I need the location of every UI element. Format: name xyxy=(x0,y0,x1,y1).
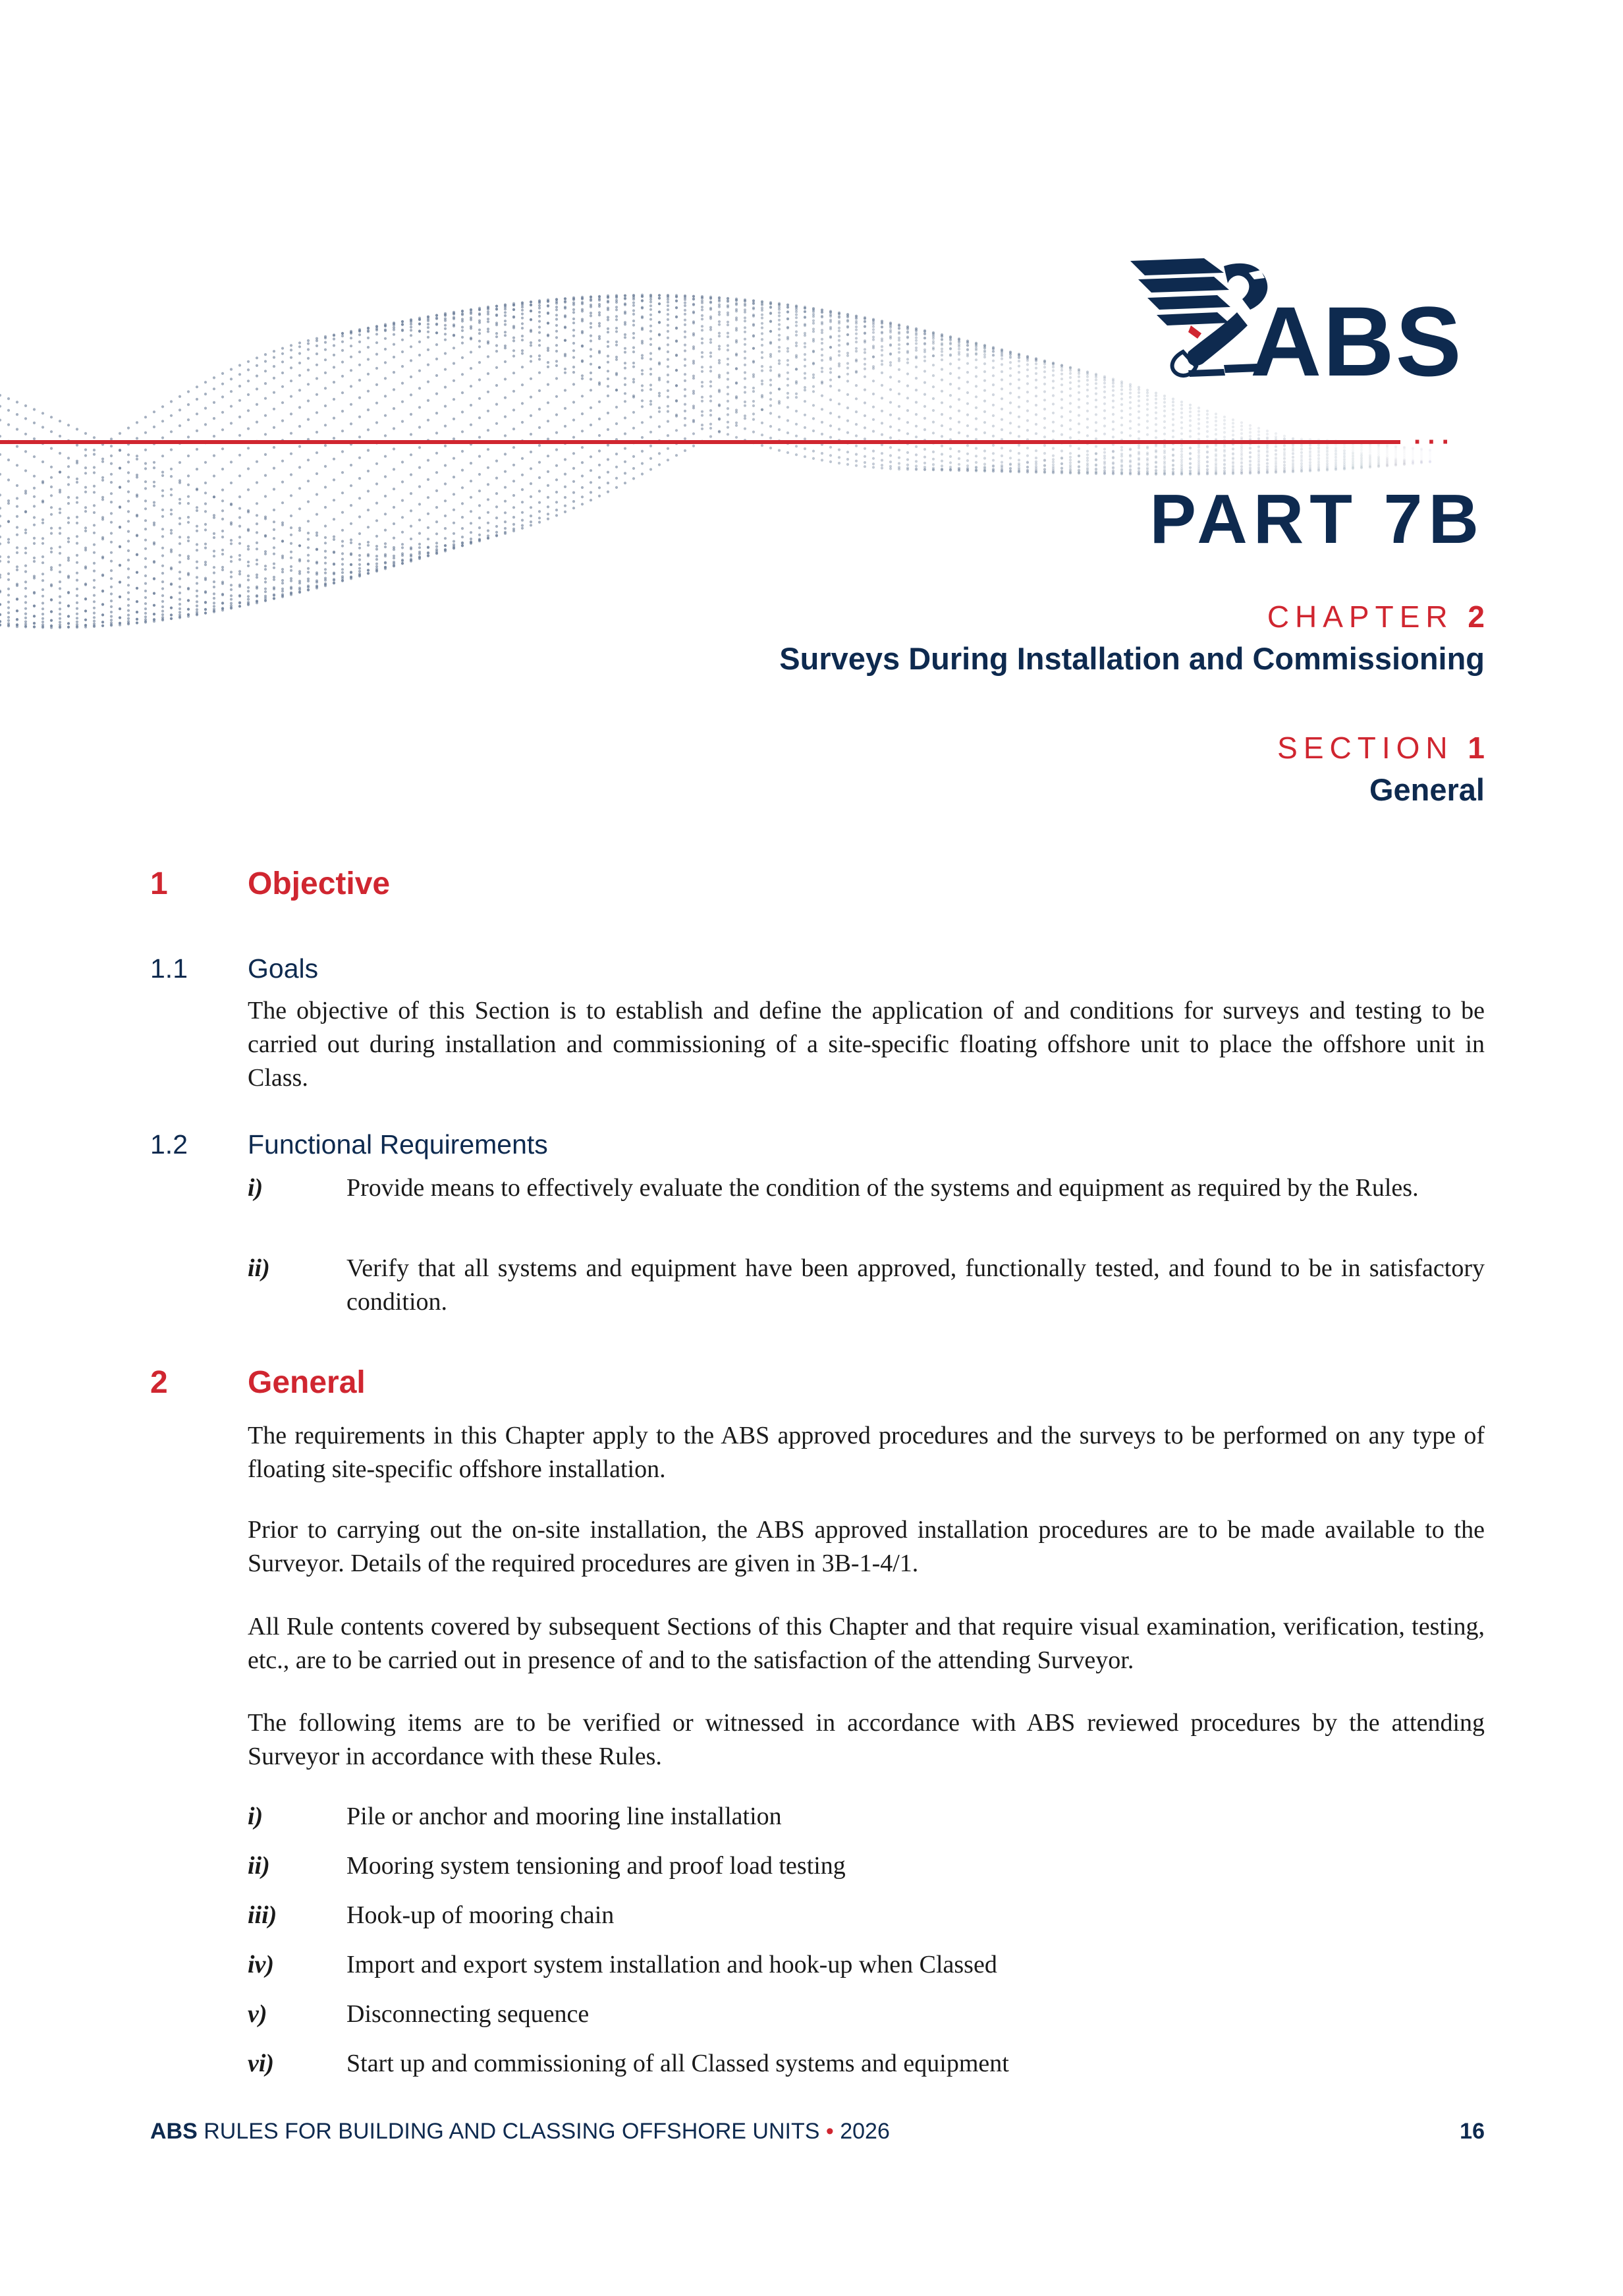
list-text: Mooring system tensioning and proof load testing xyxy=(346,1852,846,1880)
list-item xyxy=(248,1800,1485,1834)
general-paragraph-4: The following items are to be verified or witnessed in accordance with ABS reviewed procedures by the attending Surveyor in accordance with these Rules. xyxy=(248,1709,1485,1770)
chapter-title: Surveys During Installation and Commissioning xyxy=(779,641,1485,676)
heading-text: Goals xyxy=(248,953,319,984)
list-item xyxy=(248,2047,1485,2081)
list-text: Disconnecting sequence xyxy=(346,2000,590,2028)
heading-number: 1.1 xyxy=(150,953,188,984)
heading-2-general xyxy=(150,1365,366,1400)
list-text: Pile or anchor and mooring line installation xyxy=(346,1803,782,1830)
heading-1-2-functional-requirements xyxy=(150,1129,548,1160)
heading-1-1-goals xyxy=(150,953,319,984)
chapter-number: 2 xyxy=(1468,600,1485,634)
general-paragraph-2: Prior to carrying out the on-site installation, the ABS approved installation procedures are to be made available to the Surveyor. Details of the required procedures are given in 3B-1-4/1. xyxy=(248,1516,1485,1577)
list-item xyxy=(248,1899,1485,1932)
abs-logo xyxy=(1125,253,1482,389)
page-number: 16 xyxy=(1460,2119,1485,2144)
heading-text: Functional Requirements xyxy=(248,1129,548,1160)
general-paragraph-1: The requirements in this Chapter apply to the ABS approved procedures and the surveys to be performed on any type of floating site-specific offshore installation. xyxy=(248,1422,1485,1483)
list-marker: i) xyxy=(248,1803,263,1830)
list-marker: v) xyxy=(248,2000,267,2028)
footer-brand: ABS xyxy=(150,2119,198,2144)
header-rule-dots: ··· xyxy=(1414,428,1456,457)
heading-1-objective xyxy=(150,866,391,901)
heading-text: General xyxy=(248,1365,366,1400)
list-marker: ii) xyxy=(248,1852,270,1880)
general-paragraph-3: All Rule contents covered by subsequent Sections of this Chapter and that require visual examination, verification, testing, etc., are to be carried out in presence of and to the satisfaction of the attending Surveyor. xyxy=(248,1613,1485,1674)
heading-number: 1.2 xyxy=(150,1129,188,1160)
footer-title: RULES FOR BUILDING AND CLASSING OFFSHORE UNITS xyxy=(204,2119,820,2144)
footer-year: 2026 xyxy=(840,2119,890,2144)
chapter-label-text: CHAPTER xyxy=(1267,600,1454,634)
eagle-icon xyxy=(1130,258,1267,377)
section-number: 1 xyxy=(1468,731,1485,765)
list-marker: iii) xyxy=(248,1901,277,1929)
list-marker: ii) xyxy=(248,1254,270,1282)
footer-separator: • xyxy=(825,2119,834,2144)
section-label xyxy=(1277,733,1485,763)
list-marker: i) xyxy=(248,1174,263,1202)
header-rule xyxy=(0,440,1400,444)
section-title: General xyxy=(1369,772,1485,807)
list-text: Hook-up of mooring chain xyxy=(346,1901,615,1929)
list-text: Start up and commissioning of all Classed systems and equipment xyxy=(346,2050,1009,2077)
logo-text: ABS xyxy=(1250,286,1463,389)
page-footer xyxy=(150,2120,890,2142)
list-item xyxy=(248,1252,1485,1319)
heading-number: 2 xyxy=(150,1365,168,1400)
list-item xyxy=(248,1171,1485,1205)
chapter-label xyxy=(1267,602,1485,632)
list-marker: iv) xyxy=(248,1951,275,1978)
goals-paragraph: The objective of this Section is to establish and define the application of and conditions for surveys and testing to be carried out during installation and commissioning of a site-specific floating offshore unit to place the offshore unit in Class. xyxy=(248,997,1485,1092)
list-text: Import and export system installation and hook-up when Classed xyxy=(346,1951,997,1978)
part-title: PART 7B xyxy=(1149,480,1485,558)
heading-number: 1 xyxy=(150,866,168,901)
section-label-text: SECTION xyxy=(1277,731,1454,765)
list-item xyxy=(248,1998,1485,2031)
heading-text: Objective xyxy=(248,866,391,901)
list-text: Verify that all systems and equipment have been approved, functionally tested, and found to be in satisfactory condition. xyxy=(346,1254,1485,1316)
list-marker: vi) xyxy=(248,2050,275,2077)
list-item xyxy=(248,1948,1485,1982)
list-text: Provide means to effectively evaluate the condition of the systems and equipment as required by the Rules. xyxy=(346,1174,1419,1202)
list-item xyxy=(248,1849,1485,1883)
